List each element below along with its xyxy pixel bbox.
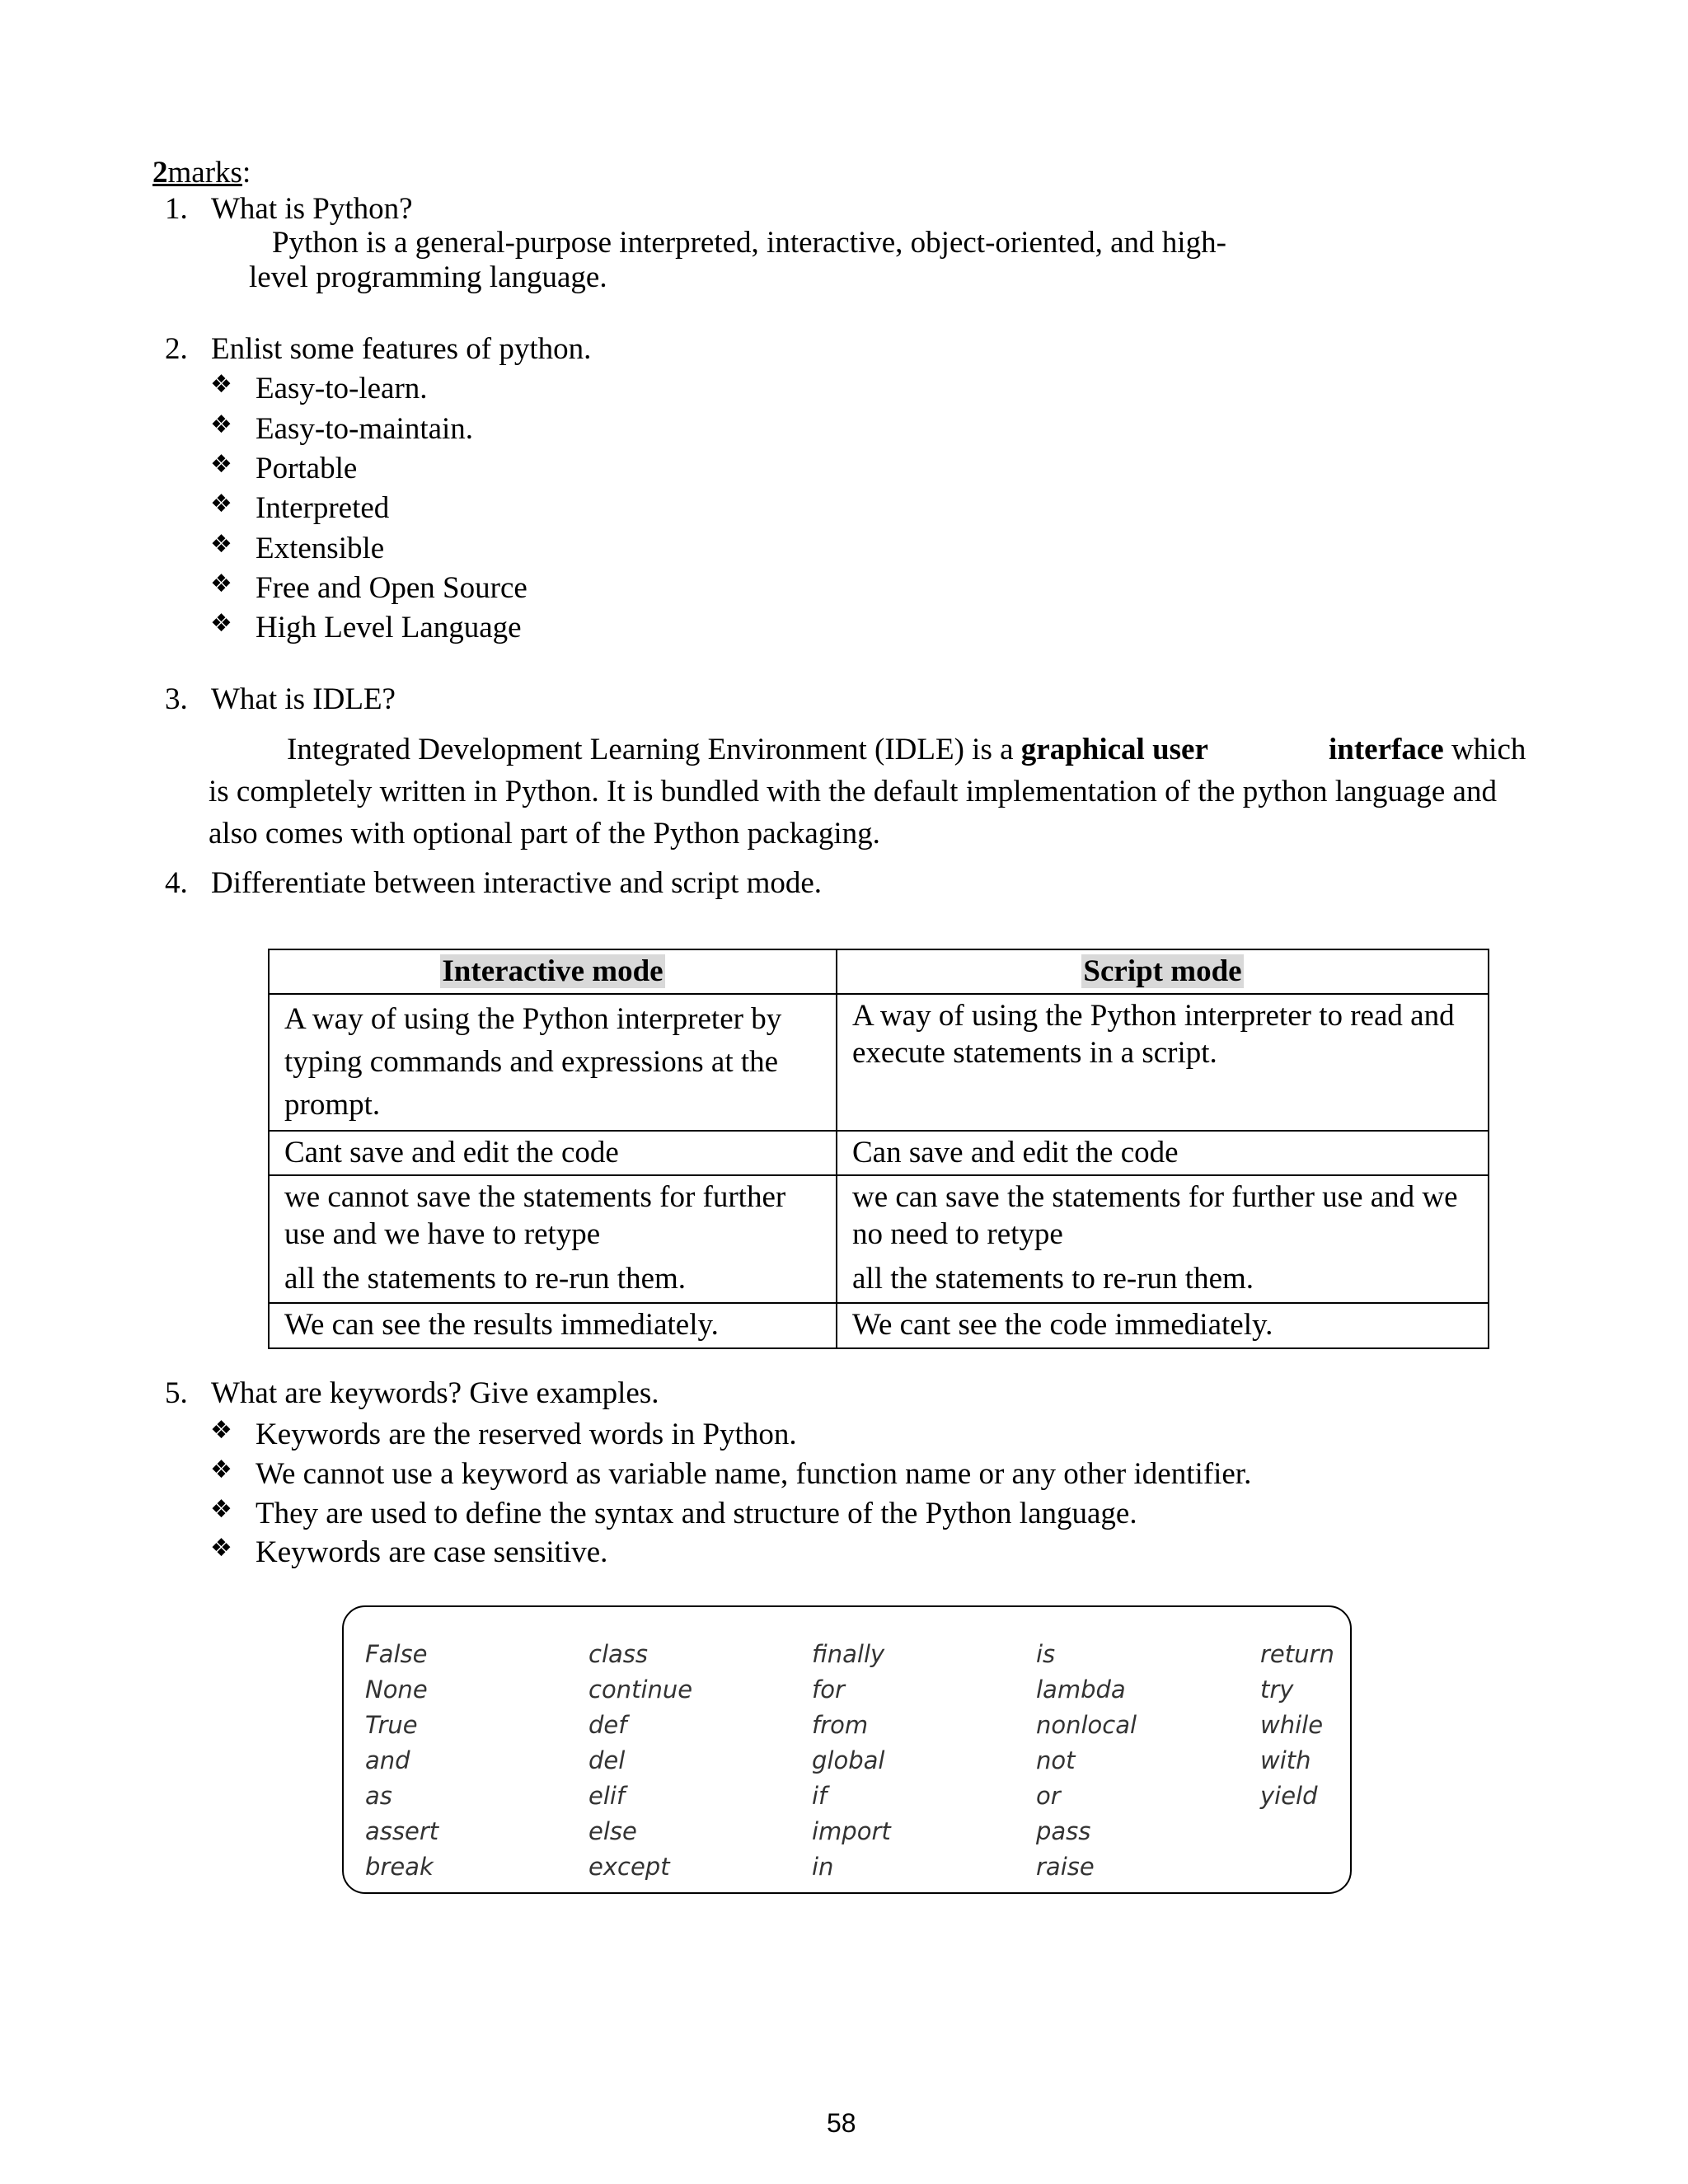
q3-answer-line2: is completely written in Python. It is bundled with the default implementation of the python language and xyxy=(209,775,1497,808)
bullet-icon: ❖ xyxy=(210,569,232,598)
keyword: nonlocal xyxy=(1036,1711,1137,1739)
keyword: return xyxy=(1260,1640,1334,1668)
list-item: We cannot use a keyword as variable name, function name or any other identifier. xyxy=(256,1457,1252,1491)
keyword: with xyxy=(1260,1746,1311,1774)
keyword: lambda xyxy=(1036,1675,1126,1704)
list-item: Free and Open Source xyxy=(256,571,528,605)
keyword: break xyxy=(365,1853,434,1881)
table-cell-interactive: we cannot save the statements for further use and we have to retype all the statements to re-run them. xyxy=(269,1175,837,1303)
table-row xyxy=(269,1175,1489,1303)
keyword: not xyxy=(1036,1746,1076,1774)
q5-number: 5. xyxy=(165,1376,188,1410)
q3-line1-which: which xyxy=(1443,733,1526,766)
keyword: del xyxy=(588,1746,626,1774)
q3-bold-graphical-user: graphical user xyxy=(1020,733,1208,766)
q3-answer-line1 xyxy=(287,734,1208,765)
header-script-mode: Script mode xyxy=(837,949,1489,994)
keyword: from xyxy=(812,1711,869,1739)
table-row xyxy=(269,1131,1489,1175)
header-interactive-mode: Interactive mode xyxy=(269,949,837,994)
keyword: while xyxy=(1260,1711,1324,1739)
keyword: global xyxy=(812,1746,885,1774)
keyword: for xyxy=(812,1675,845,1704)
q1-number: 1. xyxy=(165,192,188,226)
bullet-icon: ❖ xyxy=(210,1534,232,1563)
keyword: def xyxy=(588,1711,627,1739)
keyword: in xyxy=(812,1853,834,1881)
keyword: assert xyxy=(365,1817,439,1845)
bullet-icon: ❖ xyxy=(210,490,232,518)
q4-question: Differentiate between interactive and script mode. xyxy=(211,866,823,900)
keyword: except xyxy=(588,1853,670,1881)
keyword: or xyxy=(1036,1782,1061,1810)
q1-answer-line1: Python is a general-purpose interpreted, interactive, object-oriented, and high- xyxy=(272,226,1226,260)
bullet-icon: ❖ xyxy=(210,530,232,559)
table-row xyxy=(269,994,1489,1130)
keyword: None xyxy=(365,1675,428,1704)
table-cell-script: A way of using the Python interpreter to read and execute statements in a script. xyxy=(837,994,1489,1130)
keyword: is xyxy=(1036,1640,1056,1668)
bullet-icon: ❖ xyxy=(210,1495,232,1524)
q4-number: 4. xyxy=(165,866,188,900)
table-cell-interactive: A way of using the Python interpreter by typing commands and expressions at the prompt. xyxy=(269,994,837,1130)
table-row xyxy=(269,1303,1489,1347)
bullet-icon: ❖ xyxy=(210,370,232,399)
keyword: try xyxy=(1260,1675,1294,1704)
keyword: raise xyxy=(1036,1853,1095,1881)
heading-colon: : xyxy=(241,156,251,190)
q3-line1-start: Integrated Development Learning Environment (IDLE) is a xyxy=(287,733,1021,766)
table-cell-script: We cant see the code immediately. xyxy=(837,1303,1489,1347)
keyword: as xyxy=(365,1782,392,1810)
section-heading xyxy=(152,157,251,188)
list-item: Keywords are the reserved words in Python. xyxy=(256,1418,797,1451)
q3-bold-interface: interface xyxy=(1329,733,1444,766)
q2-question: Enlist some features of python. xyxy=(211,332,592,366)
list-item: Keywords are case sensitive. xyxy=(256,1535,608,1569)
bullet-icon: ❖ xyxy=(210,450,232,479)
list-item: Easy-to-maintain. xyxy=(256,412,474,446)
list-item: Interpreted xyxy=(256,491,390,525)
list-item: They are used to define the syntax and structure of the Python language. xyxy=(256,1497,1137,1530)
keyword: continue xyxy=(588,1675,693,1704)
page-number: 58 xyxy=(827,2108,856,2138)
table-cell-interactive: We can see the results immediately. xyxy=(269,1303,837,1347)
keyword: finally xyxy=(812,1640,885,1668)
list-item: Easy-to-learn. xyxy=(256,372,428,405)
bullet-icon: ❖ xyxy=(210,609,232,638)
keyword: False xyxy=(365,1640,428,1668)
keyword: yield xyxy=(1260,1782,1318,1810)
table-cell-script: Can save and edit the code xyxy=(837,1131,1489,1175)
bullet-icon: ❖ xyxy=(210,1455,232,1484)
mode-comparison-table xyxy=(268,949,1489,1349)
table-cell-script: we can save the statements for further use and we no need to retype all the statements to re-run them. xyxy=(837,1175,1489,1303)
q3-number: 3. xyxy=(165,682,188,716)
keyword: class xyxy=(588,1640,648,1668)
q1-question: What is Python? xyxy=(211,192,413,226)
table-header-row xyxy=(269,949,1489,994)
list-item: High Level Language xyxy=(256,611,522,644)
keyword: if xyxy=(812,1782,828,1810)
bullet-icon: ❖ xyxy=(210,1416,232,1445)
q3-answer-line1-end xyxy=(1329,734,1526,765)
q5-question: What are keywords? Give examples. xyxy=(211,1376,659,1410)
keyword: else xyxy=(588,1817,637,1845)
keyword: pass xyxy=(1036,1817,1091,1845)
list-item: Extensible xyxy=(256,532,385,565)
bullet-icon: ❖ xyxy=(210,410,232,439)
q3-question: What is IDLE? xyxy=(211,682,396,716)
keywords-box xyxy=(342,1605,1352,1894)
keyword: import xyxy=(812,1817,891,1845)
heading-text: marks xyxy=(167,156,242,190)
table-cell-interactive: Cant save and edit the code xyxy=(269,1131,837,1175)
heading-number: 2 xyxy=(152,156,168,190)
q2-number: 2. xyxy=(165,332,188,366)
keyword: elif xyxy=(588,1782,626,1810)
q3-answer-line3: also comes with optional part of the Python packaging. xyxy=(209,817,880,851)
list-item: Portable xyxy=(256,452,358,485)
keyword: and xyxy=(365,1746,410,1774)
keyword: True xyxy=(365,1711,418,1739)
q1-answer-line2: level programming language. xyxy=(249,260,607,294)
